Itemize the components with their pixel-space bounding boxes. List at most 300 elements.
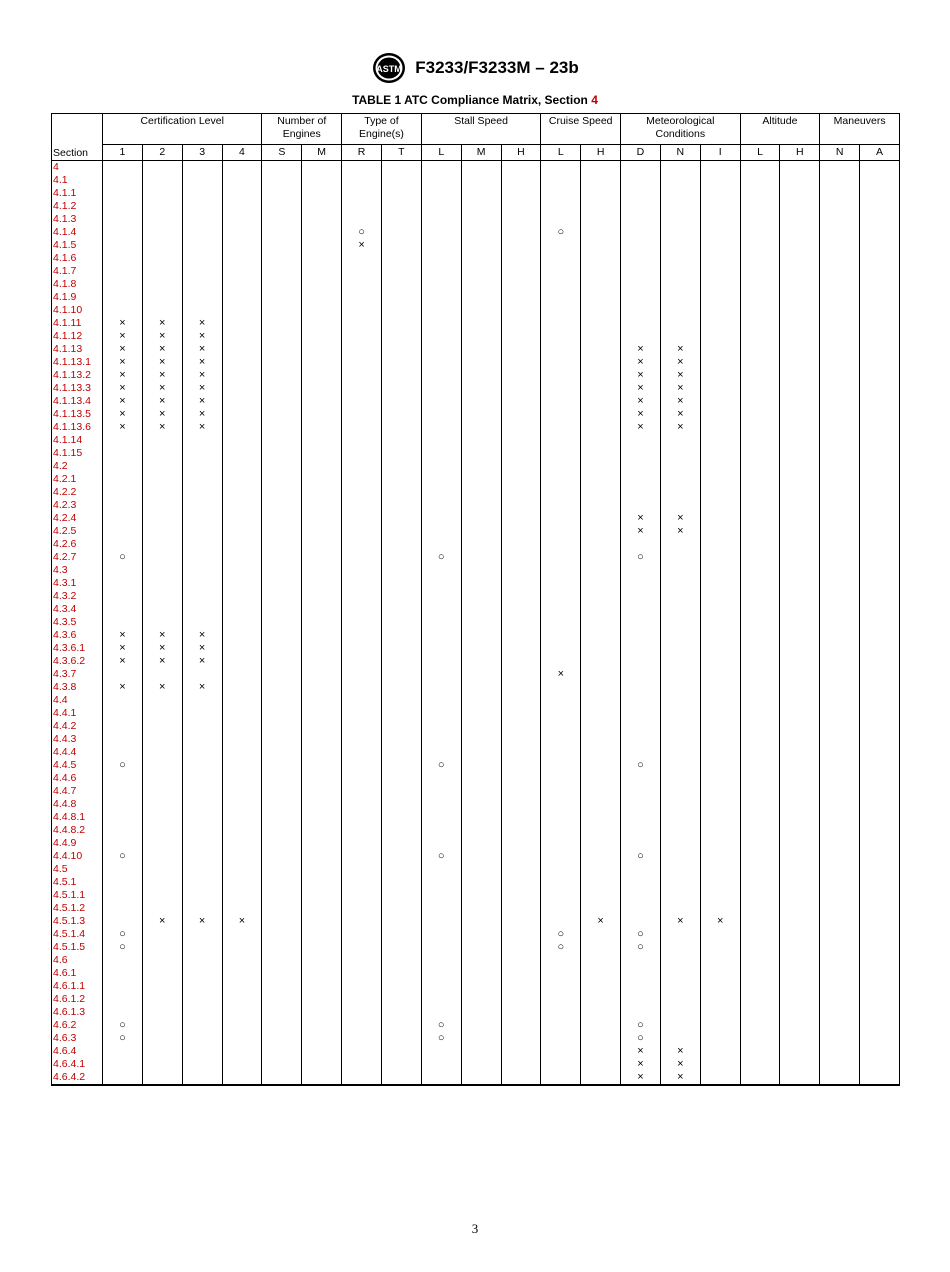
matrix-cell [740, 226, 780, 239]
matrix-cell [660, 720, 700, 733]
matrix-cell [262, 499, 302, 512]
matrix-cell [342, 694, 382, 707]
section-link[interactable]: 4.4.4 [52, 746, 103, 759]
matrix-cell [621, 824, 661, 837]
section-link[interactable]: 4.1.13.1 [52, 356, 103, 369]
matrix-cell [581, 369, 621, 382]
section-link[interactable]: 4.1.8 [52, 278, 103, 291]
table-title-section-link[interactable]: 4 [591, 93, 598, 107]
matrix-cell [740, 239, 780, 252]
matrix-cell [820, 655, 860, 668]
matrix-cell [820, 668, 860, 681]
matrix-cell [461, 382, 501, 395]
matrix-cell [621, 629, 661, 642]
matrix-cell [820, 707, 860, 720]
matrix-cell [740, 1071, 780, 1085]
section-link[interactable]: 4.1.13.2 [52, 369, 103, 382]
matrix-cell [501, 928, 541, 941]
matrix-cell [381, 850, 421, 863]
matrix-cell [381, 720, 421, 733]
matrix-cell [182, 850, 222, 863]
matrix-cell [142, 226, 182, 239]
table-row [52, 980, 900, 993]
matrix-cell [262, 317, 302, 330]
section-link[interactable]: 4.4.6 [52, 772, 103, 785]
matrix-cell [421, 330, 461, 343]
matrix-cell [501, 252, 541, 265]
matrix-cell [581, 1019, 621, 1032]
matrix-cell [421, 993, 461, 1006]
column-header: N [660, 145, 700, 161]
matrix-cell [222, 239, 262, 252]
matrix-cell [501, 486, 541, 499]
matrix-cell [700, 408, 740, 421]
section-link[interactable]: 4.6.1.2 [52, 993, 103, 1006]
matrix-cell [541, 291, 581, 304]
matrix-cell [780, 902, 820, 915]
matrix-cell: × [182, 915, 222, 928]
section-link[interactable]: 4.1.15 [52, 447, 103, 460]
matrix-cell [501, 304, 541, 317]
matrix-cell [740, 434, 780, 447]
matrix-cell [461, 239, 501, 252]
matrix-cell [182, 733, 222, 746]
matrix-cell [780, 265, 820, 278]
matrix-cell [621, 239, 661, 252]
table-row [52, 694, 900, 707]
matrix-cell [660, 759, 700, 772]
matrix-cell [780, 343, 820, 356]
matrix-cell [780, 382, 820, 395]
section-link[interactable]: 4.3.4 [52, 603, 103, 616]
matrix-cell [581, 577, 621, 590]
matrix-cell [103, 668, 143, 681]
section-link[interactable]: 4.1.9 [52, 291, 103, 304]
matrix-cell [262, 733, 302, 746]
section-link[interactable]: 4.2 [52, 460, 103, 473]
matrix-cell [780, 785, 820, 798]
section-link[interactable]: 4.1.13.3 [52, 382, 103, 395]
matrix-cell [262, 616, 302, 629]
matrix-cell [621, 330, 661, 343]
matrix-cell [262, 174, 302, 187]
matrix-cell [860, 525, 900, 538]
matrix-cell [820, 213, 860, 226]
section-link[interactable]: 4.1.12 [52, 330, 103, 343]
matrix-cell [541, 954, 581, 967]
section-link[interactable]: 4.4.8 [52, 798, 103, 811]
section-link[interactable]: 4.1.7 [52, 265, 103, 278]
section-link[interactable]: 4.6.4 [52, 1045, 103, 1058]
section-link[interactable]: 4.2.6 [52, 538, 103, 551]
section-link[interactable]: 4.1.13.5 [52, 408, 103, 421]
section-link[interactable]: 4.3.1 [52, 577, 103, 590]
matrix-cell [501, 902, 541, 915]
matrix-cell [421, 616, 461, 629]
section-link[interactable]: 4.1 [52, 174, 103, 187]
matrix-cell [581, 746, 621, 759]
section-link[interactable]: 4.1.14 [52, 434, 103, 447]
matrix-cell [342, 915, 382, 928]
matrix-cell [421, 1058, 461, 1071]
matrix-cell [780, 655, 820, 668]
group-header: Stall Speed [421, 114, 541, 145]
matrix-cell [541, 304, 581, 317]
matrix-cell [660, 226, 700, 239]
section-link[interactable]: 4.1.13.6 [52, 421, 103, 434]
matrix-cell [342, 161, 382, 175]
matrix-cell [541, 746, 581, 759]
section-link[interactable]: 4.4.1 [52, 707, 103, 720]
matrix-cell [182, 473, 222, 486]
section-link[interactable]: 4.3.7 [52, 668, 103, 681]
section-link[interactable]: 4.4.10 [52, 850, 103, 863]
matrix-cell [860, 291, 900, 304]
matrix-cell [342, 174, 382, 187]
section-link[interactable]: 4.4.8.2 [52, 824, 103, 837]
matrix-cell [342, 1071, 382, 1085]
matrix-cell [740, 1019, 780, 1032]
matrix-cell [541, 967, 581, 980]
matrix-cell [581, 1071, 621, 1085]
matrix-cell [860, 278, 900, 291]
matrix-cell [780, 759, 820, 772]
matrix-cell [700, 876, 740, 889]
matrix-cell [860, 954, 900, 967]
matrix-cell [262, 1006, 302, 1019]
section-link[interactable]: 4.6.1.3 [52, 1006, 103, 1019]
matrix-cell [342, 850, 382, 863]
section-link[interactable]: 4.5 [52, 863, 103, 876]
section-link[interactable]: 4.5.1.1 [52, 889, 103, 902]
matrix-cell [541, 694, 581, 707]
matrix-cell [860, 473, 900, 486]
matrix-cell [302, 525, 342, 538]
section-link[interactable]: 4.2.2 [52, 486, 103, 499]
section-link[interactable]: 4.4.7 [52, 785, 103, 798]
matrix-cell [381, 590, 421, 603]
matrix-cell [700, 1045, 740, 1058]
matrix-cell [660, 577, 700, 590]
matrix-cell [342, 837, 382, 850]
section-link[interactable]: 4.1.5 [52, 239, 103, 252]
matrix-cell [501, 759, 541, 772]
matrix-cell [700, 278, 740, 291]
matrix-cell [182, 304, 222, 317]
section-link[interactable]: 4.3.6.1 [52, 642, 103, 655]
matrix-cell [103, 967, 143, 980]
matrix-cell [780, 967, 820, 980]
section-link[interactable]: 4.4.8.1 [52, 811, 103, 824]
matrix-cell [581, 1045, 621, 1058]
matrix-cell [342, 889, 382, 902]
matrix-cell [302, 304, 342, 317]
matrix-cell [780, 252, 820, 265]
matrix-cell [302, 928, 342, 941]
section-link[interactable]: 4.2.7 [52, 551, 103, 564]
matrix-cell [700, 629, 740, 642]
matrix-cell [740, 1045, 780, 1058]
matrix-cell [103, 213, 143, 226]
matrix-cell: × [103, 408, 143, 421]
matrix-cell [541, 603, 581, 616]
section-link[interactable]: 4.6.2 [52, 1019, 103, 1032]
section-link[interactable]: 4.2.5 [52, 525, 103, 538]
section-link[interactable]: 4.6.4.2 [52, 1071, 103, 1085]
section-link[interactable]: 4.1.13 [52, 343, 103, 356]
astm-logo-text: ASTM [376, 64, 402, 74]
column-header: N [820, 145, 860, 161]
section-link[interactable]: 4.1.1 [52, 187, 103, 200]
matrix-cell [142, 954, 182, 967]
matrix-cell [421, 382, 461, 395]
matrix-cell [461, 980, 501, 993]
table-row [52, 213, 900, 226]
matrix-cell [262, 408, 302, 421]
matrix-cell [541, 1032, 581, 1045]
matrix-cell [820, 252, 860, 265]
matrix-cell [381, 1045, 421, 1058]
table-row [52, 499, 900, 512]
matrix-cell [381, 837, 421, 850]
matrix-cell [342, 395, 382, 408]
matrix-cell [780, 538, 820, 551]
matrix-cell [581, 863, 621, 876]
section-link[interactable]: 4.1.13.4 [52, 395, 103, 408]
matrix-cell [381, 1019, 421, 1032]
section-link[interactable]: 4.1.4 [52, 226, 103, 239]
matrix-cell [142, 603, 182, 616]
matrix-cell [421, 577, 461, 590]
section-link[interactable]: 4.2.4 [52, 512, 103, 525]
matrix-cell [621, 785, 661, 798]
matrix-cell: ○ [421, 850, 461, 863]
matrix-cell [860, 733, 900, 746]
section-link[interactable]: 4.3 [52, 564, 103, 577]
section-link[interactable]: 4.4.3 [52, 733, 103, 746]
matrix-cell [421, 824, 461, 837]
matrix-cell [700, 772, 740, 785]
matrix-cell [421, 1045, 461, 1058]
matrix-cell [820, 525, 860, 538]
matrix-cell [461, 512, 501, 525]
matrix-cell [222, 187, 262, 200]
matrix-cell [182, 252, 222, 265]
matrix-cell [700, 798, 740, 811]
matrix-cell [461, 993, 501, 1006]
matrix-cell [501, 746, 541, 759]
section-link[interactable]: 4.6.1 [52, 967, 103, 980]
matrix-cell [302, 603, 342, 616]
matrix-cell [780, 668, 820, 681]
section-link[interactable]: 4.4 [52, 694, 103, 707]
matrix-cell [342, 369, 382, 382]
matrix-cell [501, 707, 541, 720]
matrix-cell [262, 369, 302, 382]
matrix-cell [421, 889, 461, 902]
section-link[interactable]: 4.5.1 [52, 876, 103, 889]
matrix-cell [421, 447, 461, 460]
section-link[interactable]: 4 [52, 161, 103, 175]
matrix-cell [222, 369, 262, 382]
matrix-cell: × [700, 915, 740, 928]
matrix-cell [780, 694, 820, 707]
matrix-cell [421, 200, 461, 213]
matrix-cell [222, 824, 262, 837]
matrix-cell [581, 655, 621, 668]
matrix-cell [302, 330, 342, 343]
matrix-cell [740, 512, 780, 525]
matrix-cell [621, 538, 661, 551]
matrix-cell [342, 382, 382, 395]
matrix-cell [820, 941, 860, 954]
section-link[interactable]: 4.6 [52, 954, 103, 967]
matrix-cell [581, 642, 621, 655]
matrix-cell [700, 863, 740, 876]
matrix-cell [222, 330, 262, 343]
section-link[interactable]: 4.6.3 [52, 1032, 103, 1045]
section-link[interactable]: 4.4.9 [52, 837, 103, 850]
matrix-cell [222, 200, 262, 213]
matrix-cell [302, 226, 342, 239]
table-row [52, 707, 900, 720]
matrix-cell [342, 278, 382, 291]
matrix-cell [103, 525, 143, 538]
matrix-cell [660, 434, 700, 447]
matrix-cell [103, 200, 143, 213]
matrix-cell [621, 460, 661, 473]
matrix-cell [222, 408, 262, 421]
matrix-cell [660, 590, 700, 603]
matrix-cell [820, 512, 860, 525]
matrix-cell [501, 239, 541, 252]
matrix-cell [780, 564, 820, 577]
column-header: L [541, 145, 581, 161]
matrix-cell [780, 447, 820, 460]
matrix-cell: ○ [541, 941, 581, 954]
matrix-cell [421, 395, 461, 408]
matrix-cell [142, 772, 182, 785]
matrix-cell [381, 434, 421, 447]
matrix-cell [820, 837, 860, 850]
matrix-cell [541, 525, 581, 538]
section-link[interactable]: 4.4.5 [52, 759, 103, 772]
section-link[interactable]: 4.5.1.5 [52, 941, 103, 954]
matrix-cell [820, 798, 860, 811]
matrix-cell [182, 213, 222, 226]
matrix-cell [103, 304, 143, 317]
matrix-cell [541, 278, 581, 291]
section-link[interactable]: 4.1.3 [52, 213, 103, 226]
matrix-cell [780, 629, 820, 642]
section-link[interactable]: 4.6.1.1 [52, 980, 103, 993]
matrix-cell [780, 1058, 820, 1071]
matrix-cell [780, 590, 820, 603]
matrix-cell [621, 707, 661, 720]
table-row [52, 1058, 900, 1071]
matrix-cell [820, 187, 860, 200]
section-link[interactable]: 4.1.6 [52, 252, 103, 265]
matrix-cell [501, 564, 541, 577]
matrix-cell [182, 1058, 222, 1071]
matrix-cell [421, 473, 461, 486]
matrix-cell [820, 746, 860, 759]
section-link[interactable]: 4.3.8 [52, 681, 103, 694]
matrix-cell [541, 681, 581, 694]
matrix-cell [820, 980, 860, 993]
matrix-cell [142, 980, 182, 993]
section-link[interactable]: 4.3.6 [52, 629, 103, 642]
matrix-cell [421, 356, 461, 369]
matrix-cell [541, 889, 581, 902]
matrix-cell [222, 681, 262, 694]
matrix-cell [103, 1045, 143, 1058]
table-row [52, 330, 900, 343]
section-link[interactable]: 4.5.1.2 [52, 902, 103, 915]
section-link[interactable]: 4.3.2 [52, 590, 103, 603]
matrix-cell [581, 798, 621, 811]
matrix-cell [103, 473, 143, 486]
matrix-cell [222, 941, 262, 954]
matrix-cell [103, 954, 143, 967]
matrix-cell [222, 343, 262, 356]
matrix-cell [660, 603, 700, 616]
table-row [52, 993, 900, 1006]
matrix-cell [182, 1019, 222, 1032]
section-link[interactable]: 4.1.10 [52, 304, 103, 317]
matrix-cell [740, 278, 780, 291]
matrix-cell [461, 200, 501, 213]
section-link[interactable]: 4.2.1 [52, 473, 103, 486]
matrix-cell [581, 187, 621, 200]
matrix-cell [780, 200, 820, 213]
matrix-cell [381, 564, 421, 577]
section-link[interactable]: 4.5.1.3 [52, 915, 103, 928]
matrix-cell [421, 915, 461, 928]
section-link[interactable]: 4.3.5 [52, 616, 103, 629]
matrix-cell [820, 330, 860, 343]
matrix-cell [501, 408, 541, 421]
matrix-cell [103, 811, 143, 824]
section-link[interactable]: 4.1.2 [52, 200, 103, 213]
matrix-cell [780, 291, 820, 304]
table-row [52, 577, 900, 590]
section-link[interactable]: 4.2.3 [52, 499, 103, 512]
matrix-cell [660, 564, 700, 577]
matrix-cell: × [103, 642, 143, 655]
matrix-cell [660, 486, 700, 499]
matrix-cell [660, 252, 700, 265]
matrix-cell [302, 265, 342, 278]
section-link[interactable]: 4.5.1.4 [52, 928, 103, 941]
matrix-cell [182, 707, 222, 720]
matrix-cell [381, 707, 421, 720]
matrix-cell [342, 265, 382, 278]
section-link[interactable]: 4.3.6.2 [52, 655, 103, 668]
matrix-cell [302, 317, 342, 330]
matrix-cell [461, 798, 501, 811]
matrix-cell [302, 850, 342, 863]
matrix-cell [541, 1019, 581, 1032]
section-link[interactable]: 4.1.11 [52, 317, 103, 330]
matrix-cell [700, 733, 740, 746]
matrix-cell [541, 824, 581, 837]
matrix-cell [222, 785, 262, 798]
matrix-cell [262, 161, 302, 175]
matrix-cell [820, 239, 860, 252]
section-link[interactable]: 4.4.2 [52, 720, 103, 733]
section-link[interactable]: 4.6.4.1 [52, 1058, 103, 1071]
